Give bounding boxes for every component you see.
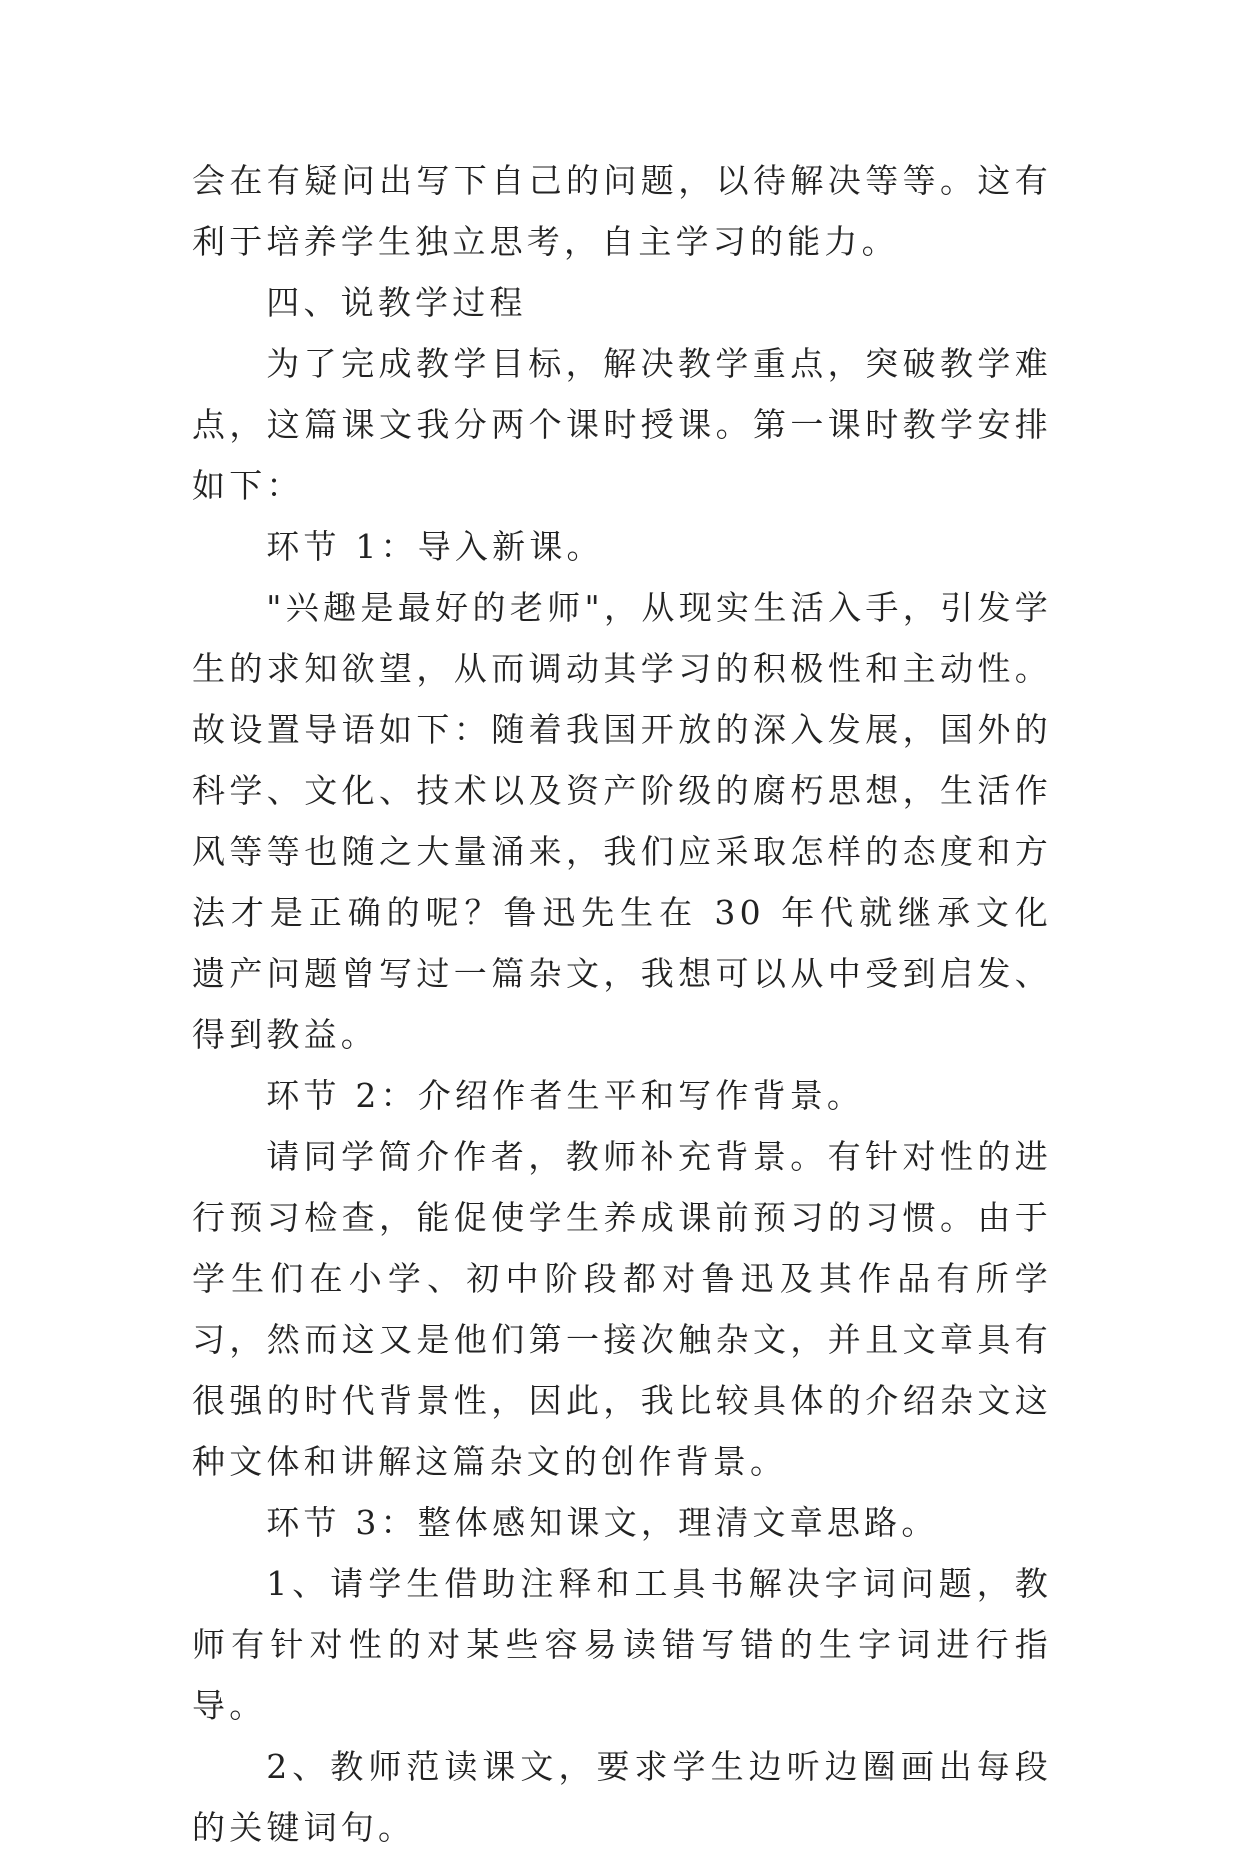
paragraph-reading: 2、教师范读课文，要求学生边听边圈画出每段的关键词句。	[192, 1747, 1052, 1847]
paragraph-teaching-plan: 为了完成教学目标，解决教学重点，突破教学难点，这篇课文我分两个课时授课。第一课时教学安排如下：	[192, 344, 1052, 505]
paragraph-introduction: "兴趣是最好的老师"，从现实生活入手，引发学生的求知欲望，从而调动其学习的积极性和主动性。故设置导语如下：随着我国开放的深入发展，国外的科学、文化、技术以及资产阶级的腐朽思想，生活作风等等也随之大量涌来，我们应采取怎样的态度和方法才是正确的呢？鲁迅先生在 30 年代就继承文化遗产问题曾写过一篇杂文，我想可以从中受到启发、得到教益。	[192, 588, 1052, 1054]
document-page	[192, 150, 1052, 1858]
paragraph-vocabulary: 1、请学生借助注释和工具书解决字词问题，教师有针对性的对某些容易读错写错的生字词进行指导。	[192, 1564, 1052, 1725]
step-heading-2: 环节 2：介绍作者生平和写作背景。	[266, 1076, 865, 1115]
section-heading-teaching-process: 四、说教学过程	[266, 283, 527, 322]
paragraph-continuation: 会在有疑问出写下自己的问题，以待解决等等。这有利于培养学生独立思考，自主学习的能力。	[192, 161, 1052, 261]
paragraph-author-background: 请同学简介作者，教师补充背景。有针对性的进行预习检查，能促使学生养成课前预习的习惯。由于学生们在小学、初中阶段都对鲁迅及其作品有所学习，然而这又是他们第一接次触杂文，并且文章具有很强的时代背景性，因此，我比较具体的介绍杂文这种文体和讲解这篇杂文的创作背景。	[192, 1137, 1052, 1481]
step-heading-1: 环节 1：导入新课。	[266, 527, 604, 566]
step-heading-3: 环节 3：整体感知课文，理清文章思路。	[266, 1503, 939, 1542]
